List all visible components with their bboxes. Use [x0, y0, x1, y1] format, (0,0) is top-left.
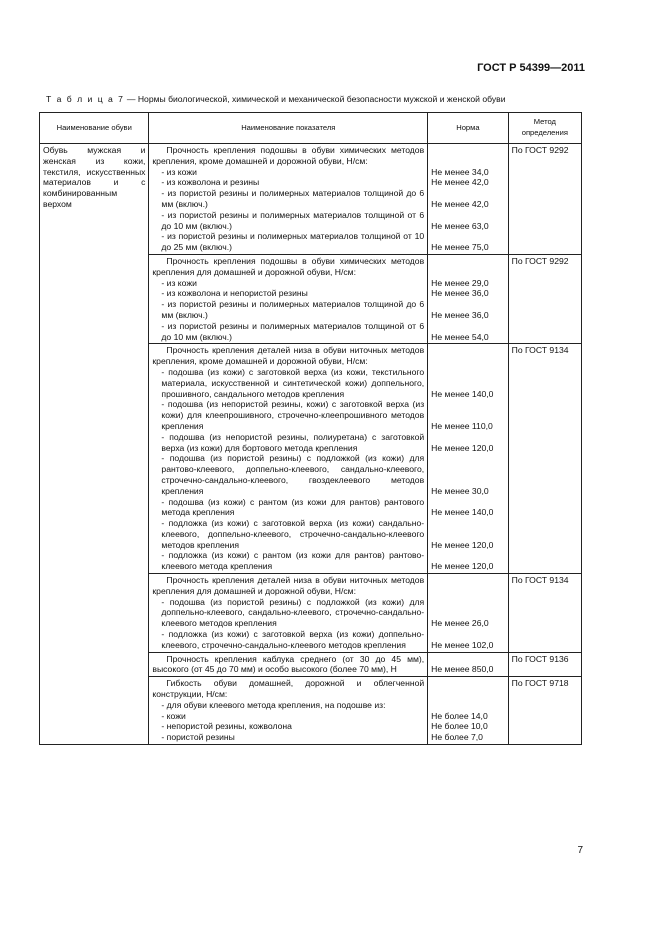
method-value: По ГОСТ 9292	[511, 255, 569, 266]
indicator-line: - из пористой резины и полимерных материалов толщиной до 6 мм (включ.)	[161, 299, 425, 320]
indicator-cell	[149, 677, 428, 745]
norm-value: Не менее 42,0	[431, 177, 489, 188]
indicator-line: - подложка (из кожи) с заготовкой верха (из кожи) сандально-клеевого, доппельно-клеевого, строчечно-сандально-клеевого методов крепления	[161, 518, 425, 550]
indicator-line: Гибкость обуви домашней, дорожной и облегченной конструкции, Н/см:	[152, 678, 425, 700]
indicator-line: - кожи	[161, 710, 186, 721]
norm-value: Не менее 140,0	[431, 507, 494, 518]
norm-value: Не менее 26,0	[431, 618, 489, 629]
method-value: По ГОСТ 9136	[511, 653, 569, 664]
method-value: По ГОСТ 9292	[511, 145, 569, 155]
indicator-cell	[149, 254, 428, 343]
indicator-line: Прочность крепления каблука среднего (от 30 до 45 мм), высокого (от 45 до 70 мм) и особо высокого (более 70 мм), Н	[152, 653, 425, 675]
norm-value	[431, 145, 505, 167]
norm-value: Не менее 63,0	[431, 220, 489, 231]
norms-table	[39, 112, 582, 745]
indicator-line: - подошва (из кожи) с рантом (из кожи для рантов) рантового метода крепления	[161, 496, 425, 518]
norm-value: Не менее 42,0	[431, 198, 489, 209]
method-cell	[508, 254, 581, 343]
indicator-line: - непористой резины, кожволона	[161, 721, 292, 732]
indicator-line: Прочность крепления подошвы в обуви химических методов крепления, кроме домашней и дорожной обуви, Н/см:	[152, 145, 425, 166]
indicator-line: - подложка (из кожи) с рантом (из кожи для рантов) рантово-клеевого метода крепления	[161, 550, 425, 572]
table-caption	[46, 94, 626, 104]
indicator-line: - из кожи	[161, 277, 197, 288]
norm-value: Не менее 850,0	[431, 664, 494, 675]
norm-value: Не менее 120,0	[431, 561, 494, 572]
method-cell	[508, 652, 581, 677]
norm-value: Не менее 36,0	[431, 309, 489, 320]
norm-cell	[428, 652, 509, 677]
norm-cell	[428, 344, 509, 574]
norm-value: Не менее 29,0	[431, 277, 489, 288]
norm-value: Не менее 110,0	[431, 420, 493, 431]
method-cell	[508, 574, 581, 653]
norm-value	[431, 678, 505, 700]
document-code: ГОСТ Р 54399—2011	[477, 62, 585, 74]
indicator-line: Прочность крепления деталей низа в обуви ниточных методов крепления для домашней и дорожной обуви, Н/см:	[152, 575, 425, 596]
indicator-line: - из кожи	[161, 166, 197, 177]
method-value: По ГОСТ 9718	[511, 678, 569, 689]
norm-value: Не менее 102,0	[431, 639, 494, 650]
norm-cell	[428, 677, 509, 745]
indicator-line: - из пористой резины и полимерных материалов толщиной до 6 мм (включ.)	[161, 188, 425, 209]
table-caption-text: — Нормы биологической, химической и механической безопасности мужской и женской обуви	[124, 94, 506, 104]
norm-value	[431, 256, 505, 278]
column-header-product: Наименование обуви	[40, 113, 149, 144]
norm-value: Не менее 120,0	[431, 442, 494, 453]
indicator-line: - из пористой резины и полимерных материалов толщиной от 6 до 10 мм (включ.)	[161, 209, 425, 231]
norm-cell	[428, 254, 509, 343]
method-cell	[508, 344, 581, 574]
indicator-line: - подошва (из пористой резины) с подложкой (из кожи) для доппельно-клеевого, сандально-клеевого, строчечно-сандально-клеевого методов крепления	[161, 596, 425, 629]
indicator-cell	[149, 144, 428, 255]
method-cell	[508, 677, 581, 745]
norm-value: Не менее 36,0	[431, 288, 489, 299]
method-value: По ГОСТ 9134	[511, 345, 569, 356]
norm-value	[431, 700, 505, 711]
norm-value: Не более 14,0	[431, 710, 488, 721]
indicator-line: - для обуви клеевого метода крепления, на подошве из:	[161, 699, 386, 710]
norm-value	[431, 345, 505, 367]
page-number: 7	[577, 845, 583, 856]
indicator-line: - подошва (из пористой резины) с подложкой (из кожи) для рантово-клеевого, доппельно-клеевого, сандально-клеевого, строчечно-сандально-клеевого, гвоздеклеевого методов крепления	[161, 453, 425, 496]
column-header-norm: Норма	[428, 113, 509, 144]
norm-value: Не более 10,0	[431, 721, 488, 732]
norm-value: Не менее 140,0	[431, 388, 494, 399]
table-caption-label: Т а б л и ц а 7	[46, 94, 125, 104]
norm-value: Не менее 34,0	[431, 166, 489, 177]
column-header-method: Метод определения	[508, 113, 581, 144]
norm-value: Не менее 120,0	[431, 539, 494, 550]
norm-value	[431, 575, 505, 597]
indicator-line: - из кожволона и непористой резины	[161, 288, 308, 299]
norm-cell	[428, 144, 509, 255]
table-header-row	[40, 113, 582, 144]
indicator-cell	[149, 574, 428, 653]
indicator-line: - подошва (из кожи) с заготовкой верха (из кожи, текстильного материала, искусственной и синтетической кожи) доппельного, прошивного, сандального методов крепления	[161, 366, 425, 399]
norm-cell	[428, 574, 509, 653]
method-cell	[508, 144, 581, 255]
norm-value: Не менее 30,0	[431, 485, 489, 496]
indicator-line: - подошва (из непористой резины, кожи) с заготовкой верха (из кожи) для клеепрошивного, строчечно-клеепрошивного методов крепления	[161, 399, 425, 431]
product-name: Обувь мужская и женская из кожи, текстиля, искусственных материалов и с комбинированным верхом	[43, 145, 146, 209]
table-row	[40, 144, 582, 255]
norm-value: Не менее 54,0	[431, 331, 489, 342]
indicator-line: - пористой резины	[161, 732, 235, 743]
column-header-indicator: Наименование показателя	[149, 113, 428, 144]
indicator-line: - подошва (из непористой резины, полиуретана) с заготовкой верха (из кожи) для бортового метода крепления	[161, 431, 425, 453]
indicator-line: - из кожволона и резины	[161, 177, 260, 188]
indicator-line: Прочность крепления деталей низа в обуви ниточных методов крепления, кроме домашней и дорожной обуви, Н/см:	[152, 345, 425, 367]
method-value: По ГОСТ 9134	[511, 575, 569, 586]
product-name-cell	[40, 144, 149, 745]
indicator-line: - из пористой резины и полимерных материалов толщиной от 10 до 25 мм (включ.)	[161, 231, 425, 253]
norm-value: Не менее 75,0	[431, 242, 489, 253]
table-body	[40, 144, 582, 745]
indicator-line: - из пористой резины и полимерных материалов толщиной от 6 до 10 мм (включ.)	[161, 320, 425, 342]
indicator-cell	[149, 652, 428, 677]
norm-value: Не более 7,0	[431, 732, 483, 743]
indicator-line: Прочность крепления подошвы в обуви химических методов крепления для домашней и дорожной обуви, Н/см:	[152, 255, 425, 277]
indicator-cell	[149, 344, 428, 574]
indicator-line: - подложка (из кожи) с заготовкой верха (из кожи) доппельно-клеевого, строчечно-сандально-клеевого методов крепления	[161, 629, 425, 650]
